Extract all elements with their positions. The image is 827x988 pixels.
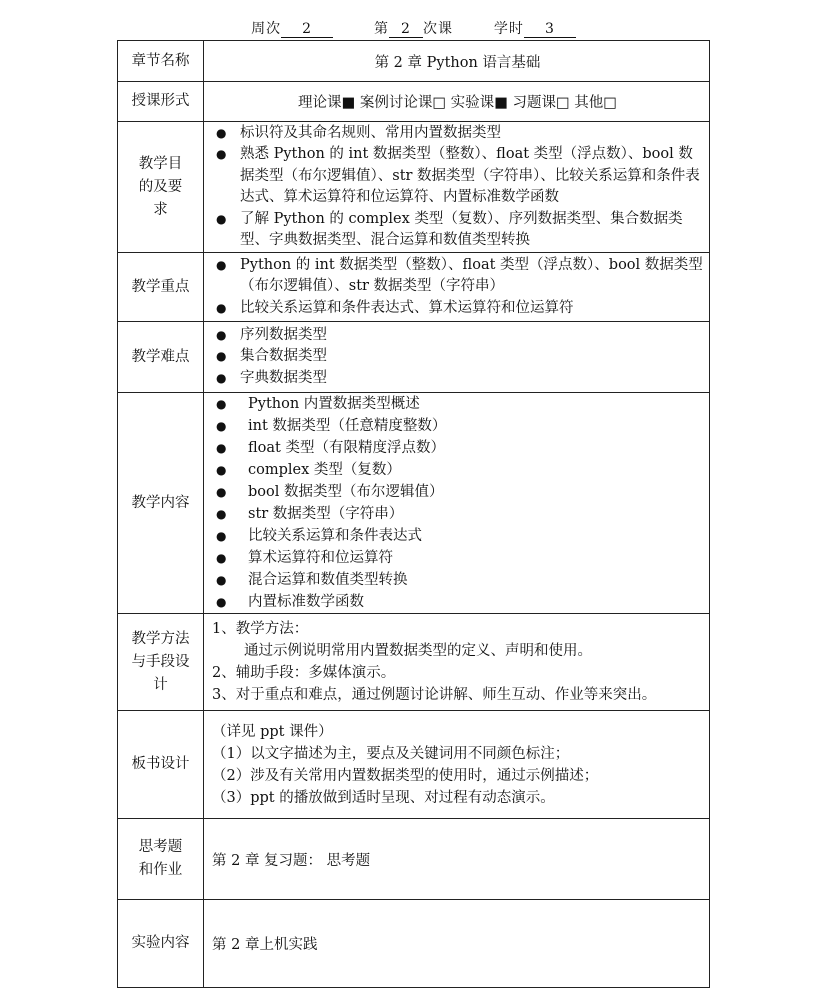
row-format xyxy=(118,82,710,122)
objectives-label: 教学目的及要求 xyxy=(118,122,204,253)
methods-line-4: 3、对于重点和难点，通过例题讨论讲解、师生互动、作业等来突出。 xyxy=(212,687,657,703)
board-line-2: （1）以文字描述为主，要点及关键词用不同颜色标注； xyxy=(212,745,570,762)
list-item: ● 算术运算符和位运算符 xyxy=(216,550,393,566)
list-item: ● 内置标准数学函数 xyxy=(216,594,364,610)
row-homework xyxy=(118,819,710,900)
lesson-value: 2 xyxy=(389,21,423,38)
lesson-prefix: 第 xyxy=(374,21,389,37)
list-item: ● Python 的 int 数据类型（整数）、float 类型（浮点数）、bool 数据类型（布尔逻辑值）、str 数据类型（字符串） xyxy=(216,256,703,295)
list-item: ● float 类型（有限精度浮点数） xyxy=(216,440,445,456)
list-item: ● int 数据类型（任意精度整数） xyxy=(216,418,447,434)
chapter-label: 章节名称 xyxy=(118,41,204,82)
homework-label: 思考题和作业 xyxy=(118,819,204,900)
board-value xyxy=(204,711,710,819)
content-label: 教学内容 xyxy=(118,393,204,614)
board-line-4: （3）ppt 的播放做到适时呈现、对过程有动态演示。 xyxy=(212,789,555,806)
list-item: ● complex 类型（复数） xyxy=(216,462,401,478)
row-difficulties xyxy=(118,322,710,393)
row-content xyxy=(118,393,710,614)
row-chapter xyxy=(118,41,710,82)
board-line-3: （2）涉及有关常用内置数据类型的使用时，通过示例描述； xyxy=(212,767,599,784)
methods-line-2: 通过示例说明常用内置数据类型的定义、声明和使用。 xyxy=(244,643,592,659)
lesson-suffix: 次课 xyxy=(423,21,453,37)
list-item: ● 标识符及其命名规则、常用内置数据类型 xyxy=(216,124,501,141)
format-label: 授课形式 xyxy=(118,82,204,122)
methods-line-1: 1、教学方法： xyxy=(212,621,309,637)
key-points-label: 教学重点 xyxy=(118,253,204,322)
board-line-1: （详见 ppt 课件） xyxy=(212,723,333,740)
row-key-points xyxy=(118,253,710,322)
list-item: ● Python 内置数据类型概述 xyxy=(216,396,420,412)
chapter-value: 第 2 章 Python 语言基础 xyxy=(204,41,710,82)
list-item: ● 比较关系运算和条件表达式、算术运算符和位运算符 xyxy=(216,299,574,316)
board-label: 板书设计 xyxy=(118,711,204,819)
hours-value: 3 xyxy=(524,21,576,38)
methods-label: 教学方法与手段设计 xyxy=(118,614,204,711)
difficulties-label: 教学难点 xyxy=(118,322,204,393)
key-points-value xyxy=(204,253,710,322)
methods-line-3: 2、辅助手段：多媒体演示。 xyxy=(212,665,396,681)
list-item: ● bool 数据类型（布尔逻辑值） xyxy=(216,484,444,500)
objectives-value xyxy=(204,122,710,253)
week-value: 2 xyxy=(281,21,333,38)
row-lab xyxy=(118,900,710,988)
hours-label: 学时 xyxy=(493,21,524,37)
list-item: ● 字典数据类型 xyxy=(216,369,327,386)
list-item: ● 了解 Python 的 complex 类型（复数）、序列数据类型、集合数据类型、字典数据类型、混合运算和数值类型转换 xyxy=(216,210,683,248)
format-value: 理论课■ 案例讨论课□ 实验课■ 习题课□ 其他□ xyxy=(204,82,710,122)
homework-value: 第 2 章 复习题： 思考题 xyxy=(204,819,710,900)
list-item: ● 集合数据类型 xyxy=(216,348,327,365)
difficulties-value xyxy=(204,322,710,393)
row-methods xyxy=(118,614,710,711)
content-value xyxy=(204,393,710,614)
methods-value xyxy=(204,614,710,711)
row-board xyxy=(118,711,710,819)
lab-label: 实验内容 xyxy=(118,900,204,988)
list-item: ● 序列数据类型 xyxy=(216,326,327,343)
week-label: 周次 xyxy=(251,21,282,37)
list-item: ● str 数据类型（字符串） xyxy=(216,506,404,522)
lesson-plan-table xyxy=(117,40,710,988)
lab-value: 第 2 章上机实践 xyxy=(204,900,710,988)
row-objectives xyxy=(118,122,710,253)
list-item: ● 比较关系运算和条件表达式 xyxy=(216,528,422,544)
list-item: ● 混合运算和数值类型转换 xyxy=(216,572,408,588)
list-item: ● 熟悉 Python 的 int 数据类型（整数）、float 类型（浮点数）、bool 数据类型（布尔逻辑值）、str 数据类型（字符串）、比较关系运算和条件表达式、算术运算符和位运算符、内置标准数学函数 xyxy=(216,146,700,205)
lesson-header xyxy=(0,18,827,38)
